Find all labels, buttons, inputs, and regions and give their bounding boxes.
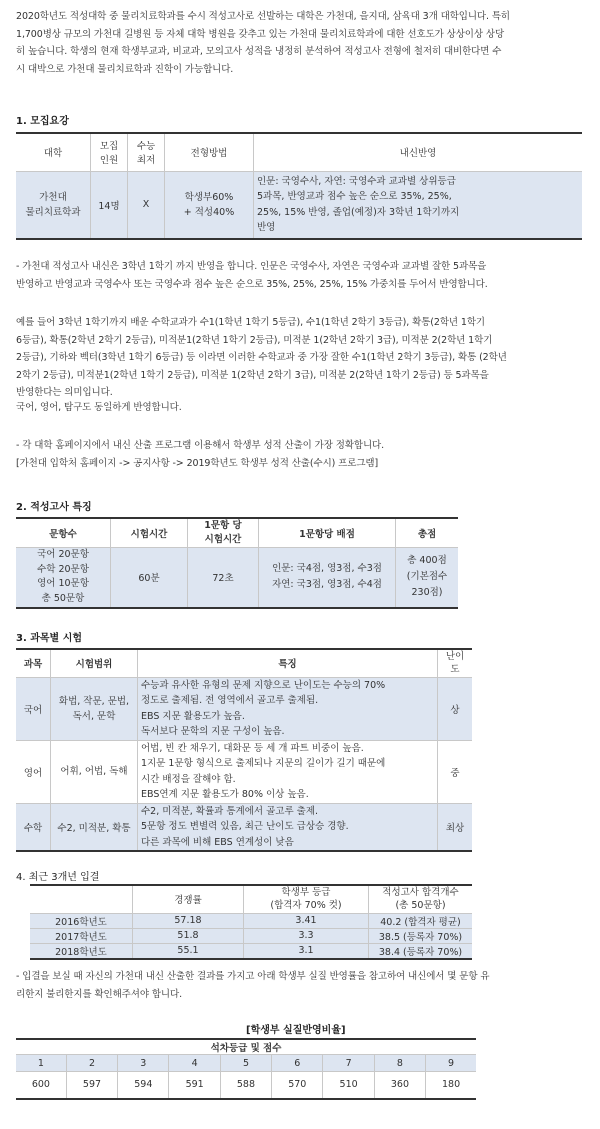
intro-line: 1,700병상 규모의 가천대 길병원 등 자체 대학 병원을 갖추고 있는 가천대 물리치료학과에 대한 선호도가 상상이상 상당	[16, 28, 505, 40]
header-cell: 학생부 등급 (합격자 70% 컷)	[244, 885, 369, 913]
score-cell: 600	[16, 1072, 66, 1099]
grade-cell: 3	[118, 1055, 169, 1072]
score-cell: 588	[220, 1072, 271, 1099]
score-cell: 360	[374, 1072, 425, 1099]
header-cell: 내신반영	[254, 133, 583, 171]
items-cell: 국어 20문항 수학 20문항 영어 10문항 총 50문항	[16, 548, 111, 608]
section-title-subjects: 3. 과목별 시험	[16, 633, 83, 644]
text-line: [가천대 입학처 홈페이지 -> 공지사항 -> 2019학년도 학생부 성적 산출(수시) 프로그램]	[16, 457, 379, 469]
grade-table-caption: [학생부 실질반영비율]	[246, 1025, 346, 1036]
subjects-table	[16, 648, 472, 852]
level-cell: 최상	[438, 803, 473, 851]
grade-score-table	[16, 1038, 476, 1100]
count-cell: 14명	[91, 171, 128, 239]
min-cell: X	[128, 171, 165, 239]
paragraph-reflection	[16, 258, 591, 293]
text-line: - 각 대학 홈페이지에서 내신 산출 프로그램 이용해서 학생부 성적 산출이 가장 정확합니다.	[16, 440, 385, 451]
section-title-results: 4. 최근 3개년 입결	[16, 872, 100, 883]
text-line: 2학기 2등급), 미적분1(2학년 1학기 2등급), 미적분 1(2학년 2학기 3급), 미적분 2(2학년 1학기 2등급) 등 5과목을	[16, 369, 489, 381]
header-cell: 문항수	[16, 518, 111, 548]
value-cell: 3.3	[244, 928, 369, 943]
header-cell: 석차등급 및 점수	[16, 1039, 476, 1055]
grade-cell: 5	[220, 1055, 271, 1072]
score-cell: 594	[118, 1072, 169, 1099]
header-cell: 특징	[138, 649, 438, 677]
section-title-test-features: 2. 적성고사 특징	[16, 502, 92, 513]
header-cell: 난이 도	[438, 649, 473, 677]
grade-cell: 8	[374, 1055, 425, 1072]
header-cell: 시험시간	[111, 518, 188, 548]
value-cell: 55.1	[133, 943, 244, 959]
reflect-cell: 인문: 국영수사, 자연: 국영수과 교과별 상위등급 5과목, 반영교과 점수 높은 순으로 35%, 25%, 25%, 15% 반영, 졸업(예정)자 3학년 1학기까지 반영	[254, 171, 583, 239]
score-cell: 570	[272, 1072, 323, 1099]
year-cell: 2018학년도	[30, 943, 133, 959]
intro-paragraph	[16, 8, 591, 78]
range-cell: 어휘, 어법, 독해	[51, 740, 138, 803]
paragraph-example	[16, 314, 591, 402]
header-cell: 경쟁률	[133, 885, 244, 913]
grade-cell: 4	[169, 1055, 220, 1072]
text-line: 반영한다는 의미입니다.	[16, 387, 113, 398]
test-features-table	[16, 517, 458, 609]
grade-cell: 7	[323, 1055, 374, 1072]
header-cell: 전형방법	[165, 133, 254, 171]
feature-cell: 수능과 유사한 유형의 문제 지향으로 난이도는 수능의 70% 정도로 출제됨. 전 영역에서 골고루 출제됨. EBS 지문 활용도가 높음. 독서보다 문학의 지문 구성이 높음.	[138, 677, 438, 740]
feature-cell: 어법, 빈 칸 채우기, 대화문 등 세 개 파트 비중이 높음. 1지문 1문항 형식으로 출제되나 지문의 길이가 길기 때문에 시간 배정을 잘해야 함. EBS연계 지문 활용도가 80% 이상 높음.	[138, 740, 438, 803]
text-line: 반영하고 반영교과 국영수사 또는 국영수과 점수 높은 순으로 35%, 25%, 25%, 15% 가중치를 두어서 반영합니다.	[16, 278, 488, 290]
time-cell: 60분	[111, 548, 188, 608]
header-cell: 총점	[396, 518, 459, 548]
header-cell: 대학	[16, 133, 91, 171]
grade-cell: 1	[16, 1055, 66, 1072]
text-line: 2등급), 기하와 벡터(3학년 1학기 6등급) 등 이라면 이러한 수학교과 중 가장 잘한 수1(1학년 2학기 3등급), 확통 (2학년	[16, 352, 507, 363]
value-cell: 51.8	[133, 928, 244, 943]
paragraph-same	[16, 399, 591, 417]
value-cell: 40.2 (합격자 평균)	[369, 913, 473, 928]
total-cell: 총 400점 (기본점수 230점)	[396, 548, 459, 608]
section-title-admission: 1. 모집요강	[16, 116, 69, 127]
text-line: - 입결을 보실 때 자신의 가천대 내신 산출한 결과를 가지고 아래 학생부 실질 반영률을 참고하여 내신에서 몇 문항 유	[16, 971, 490, 982]
score-cell: 597	[66, 1072, 117, 1099]
header-cell: 1문항 당 시험시간	[188, 518, 259, 548]
header-cell: 적성고사 합격개수 (총 50문항)	[369, 885, 473, 913]
value-cell: 38.5 (등록자 70%)	[369, 928, 473, 943]
subject-cell: 영어	[16, 740, 51, 803]
score-cell: 180	[426, 1072, 476, 1099]
header-cell: 과목	[16, 649, 51, 677]
value-cell: 57.18	[133, 913, 244, 928]
text-line: 국어, 영어, 탐구도 동일하게 반영합니다.	[16, 402, 182, 413]
text-line: 리한지 불리한지를 확인해주셔야 합니다.	[16, 988, 182, 1000]
score-cell: 인문: 국4점, 영3점, 수3점 자연: 국3점, 영3점, 수4점	[259, 548, 396, 608]
admission-table	[16, 132, 582, 240]
header-cell: 시험범위	[51, 649, 138, 677]
range-cell: 수2, 미적분, 확통	[51, 803, 138, 851]
intro-line: 시 대박으로 가천대 물리치료학과 진학이 가능합니다.	[16, 63, 234, 75]
header-cell: 모집 인원	[91, 133, 128, 171]
text-line: 6등급), 확통(2학년 2학기 2등급), 미적분1(2학년 1학기 2등급), 미적분 1(2학년 2학기 3급), 미적분 2(2학년 1학기	[16, 334, 493, 346]
level-cell: 상	[438, 677, 473, 740]
paragraph-program	[16, 437, 591, 472]
intro-line: 2020학년도 적성대학 중 물리치료학과를 수시 적성고사로 선발하는 대학은 가천대, 을지대, 삼육대 3개 대학입니다. 특히	[16, 11, 510, 22]
value-cell: 38.4 (등록자 70%)	[369, 943, 473, 959]
value-cell: 3.41	[244, 913, 369, 928]
per-item-cell: 72초	[188, 548, 259, 608]
value-cell: 3.1	[244, 943, 369, 959]
grade-cell: 6	[272, 1055, 323, 1072]
header-cell: 수능 최저	[128, 133, 165, 171]
range-cell: 화법, 작문, 문법, 독서, 문학	[51, 677, 138, 740]
text-line: 예를 들어 3학년 1학기까지 배운 수학교과가 수1(1학년 1학기 5등급), 수1(1학년 2학기 3등급), 확통(2학년 1학기	[16, 317, 486, 328]
results-table	[30, 884, 472, 960]
grade-cell: 9	[426, 1055, 476, 1072]
method-cell: 학생부60% + 적성40%	[165, 171, 254, 239]
text-line: - 가천대 적성고사 내신은 3학년 1학기 까지 반영을 합니다. 인문은 국영수사, 자연은 국영수과 교과별 잘한 5과목을	[16, 261, 487, 272]
score-cell: 510	[323, 1072, 374, 1099]
subject-cell: 수학	[16, 803, 51, 851]
level-cell: 중	[438, 740, 473, 803]
year-cell: 2017학년도	[30, 928, 133, 943]
grade-cell: 2	[66, 1055, 117, 1072]
intro-line: 히 높습니다. 학생의 현재 학생부교과, 비교과, 모의고사 성적을 냉정히 분석하여 적성고사 전형에 철저히 대비한다면 수	[16, 46, 502, 57]
univ-cell: 가천대 물리치료학과	[16, 171, 91, 239]
score-cell: 591	[169, 1072, 220, 1099]
paragraph-results-note	[16, 968, 591, 1003]
subject-cell: 국어	[16, 677, 51, 740]
feature-cell: 수2, 미적분, 확률과 통계에서 골고루 출제. 5문항 정도 변별력 있음, 최근 난이도 급상승 경향. 다른 과목에 비해 EBS 연계성이 낮음	[138, 803, 438, 851]
header-cell	[30, 885, 133, 913]
header-cell: 1문항당 배점	[259, 518, 396, 548]
year-cell: 2016학년도	[30, 913, 133, 928]
